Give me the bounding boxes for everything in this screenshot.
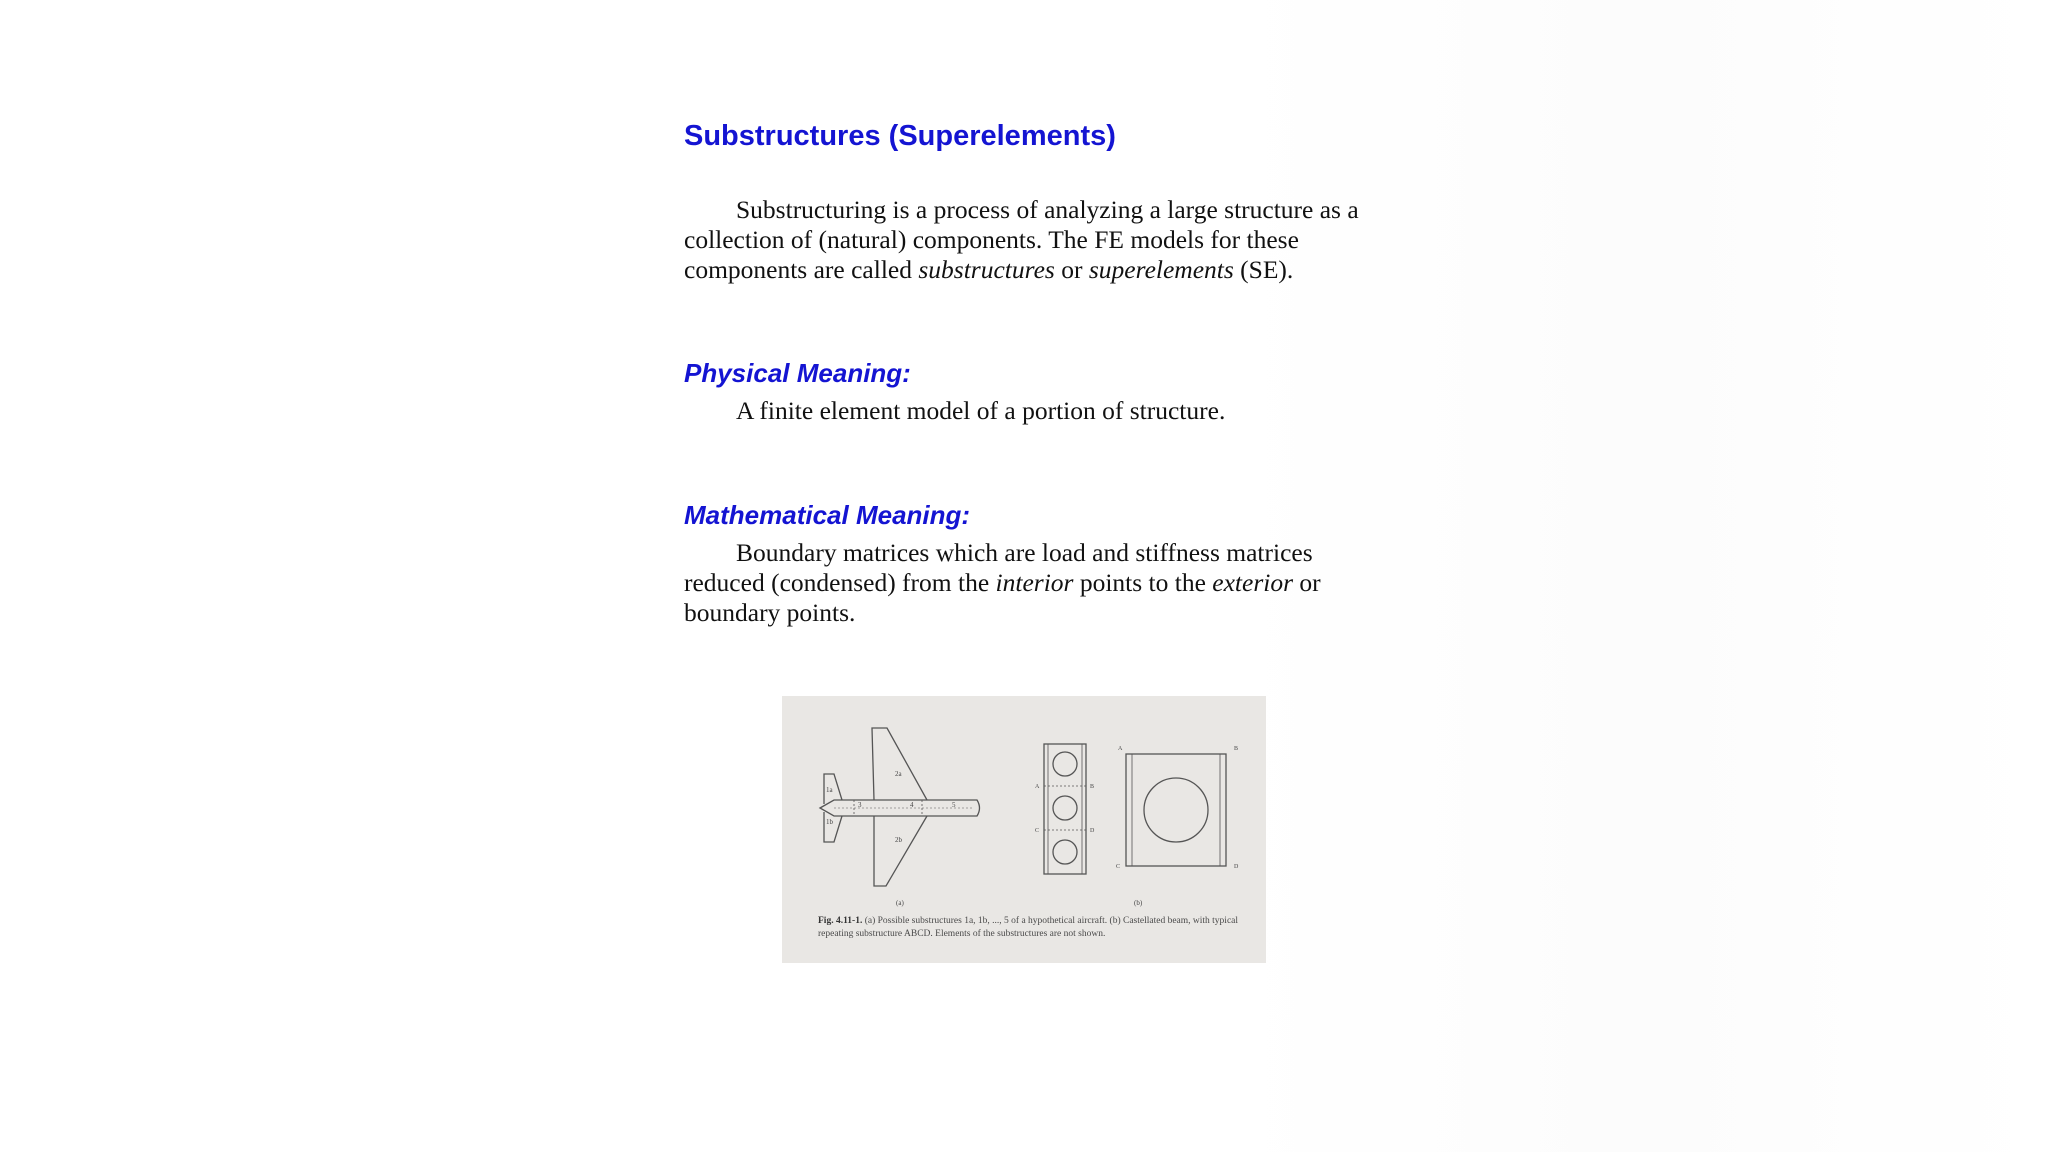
substructure-outline — [1126, 754, 1226, 866]
beam-outline — [1044, 744, 1086, 874]
math-term-exterior: exterior — [1212, 568, 1294, 597]
math-text-part2: points to the — [1073, 568, 1213, 597]
mathematical-meaning-paragraph — [684, 538, 1384, 628]
figure-caption-number: Fig. 4.11-1. — [818, 916, 863, 926]
substructure-label-c: C — [1116, 864, 1121, 870]
aircraft-label-3: 3 — [858, 801, 862, 809]
aircraft-label-1a: 1a — [826, 786, 833, 794]
beam-label-b: B — [1090, 784, 1095, 790]
panel-label-b: (b) — [1134, 899, 1143, 907]
aircraft-label-4: 4 — [910, 801, 914, 809]
aircraft-label-1b: 1b — [826, 818, 833, 826]
intro-text-part1: Substructuring is a process of analyzing a large structure as a collection of (natural) components. The FE models for these components are called — [684, 195, 1359, 284]
beam-label-a: A — [1035, 784, 1040, 790]
beam-hole-2 — [1053, 796, 1077, 820]
math-text-part1: Boundary matrices which are load and stiffness matrices reduced (condensed) from the — [684, 538, 1313, 597]
aircraft-drawing — [820, 728, 980, 886]
substructure-abcd-drawing — [1126, 754, 1226, 866]
slide-title: Substructures (Superelements) — [684, 120, 1116, 152]
beam-label-c: C — [1035, 828, 1040, 834]
panel-labels — [896, 899, 1143, 907]
intro-term-superelements: superelements — [1088, 255, 1234, 284]
substructure-label-b: B — [1234, 746, 1239, 752]
intro-paragraph — [684, 195, 1384, 285]
castellated-beam-drawing — [1044, 744, 1086, 874]
substructure-label-d: D — [1234, 864, 1239, 870]
aircraft-label-2b: 2b — [895, 836, 902, 844]
mathematical-meaning-heading: Mathematical Meaning: — [684, 500, 971, 530]
aircraft-lower-wing — [874, 816, 927, 886]
beam-hole-1 — [1053, 752, 1077, 776]
physical-meaning-paragraph — [684, 396, 1384, 426]
aircraft-label-2a: 2a — [895, 770, 902, 778]
math-term-interior: interior — [995, 568, 1074, 597]
aircraft-upper-wing — [872, 728, 927, 800]
math-text-part3: or boundary points. — [684, 568, 1321, 627]
figure-caption — [818, 915, 1258, 941]
intro-term-substructures: substructures — [918, 255, 1055, 284]
physical-meaning-heading: Physical Meaning: — [684, 358, 911, 388]
physical-meaning-text: A finite element model of a portion of structure. — [736, 396, 1226, 425]
substructure-figure — [782, 696, 1266, 963]
beam-label-d: D — [1090, 828, 1095, 834]
panel-label-a: (a) — [896, 899, 904, 907]
intro-text-or: or — [1054, 255, 1089, 284]
intro-text-part2: (SE). — [1233, 255, 1294, 284]
figure-caption-text: (a) Possible substructures 1a, 1b, ..., 5 of a hypothetical aircraft. (b) Castellated beam, with typical repeating substructure ABCD. Elements of the substructures are not shown. — [818, 916, 1239, 939]
substructure-labels — [1116, 746, 1239, 870]
substructure-hole — [1144, 778, 1208, 842]
substructure-label-a: A — [1118, 746, 1123, 752]
aircraft-labels — [826, 770, 956, 844]
beam-hole-3 — [1053, 840, 1077, 864]
aircraft-label-5: 5 — [952, 801, 956, 809]
